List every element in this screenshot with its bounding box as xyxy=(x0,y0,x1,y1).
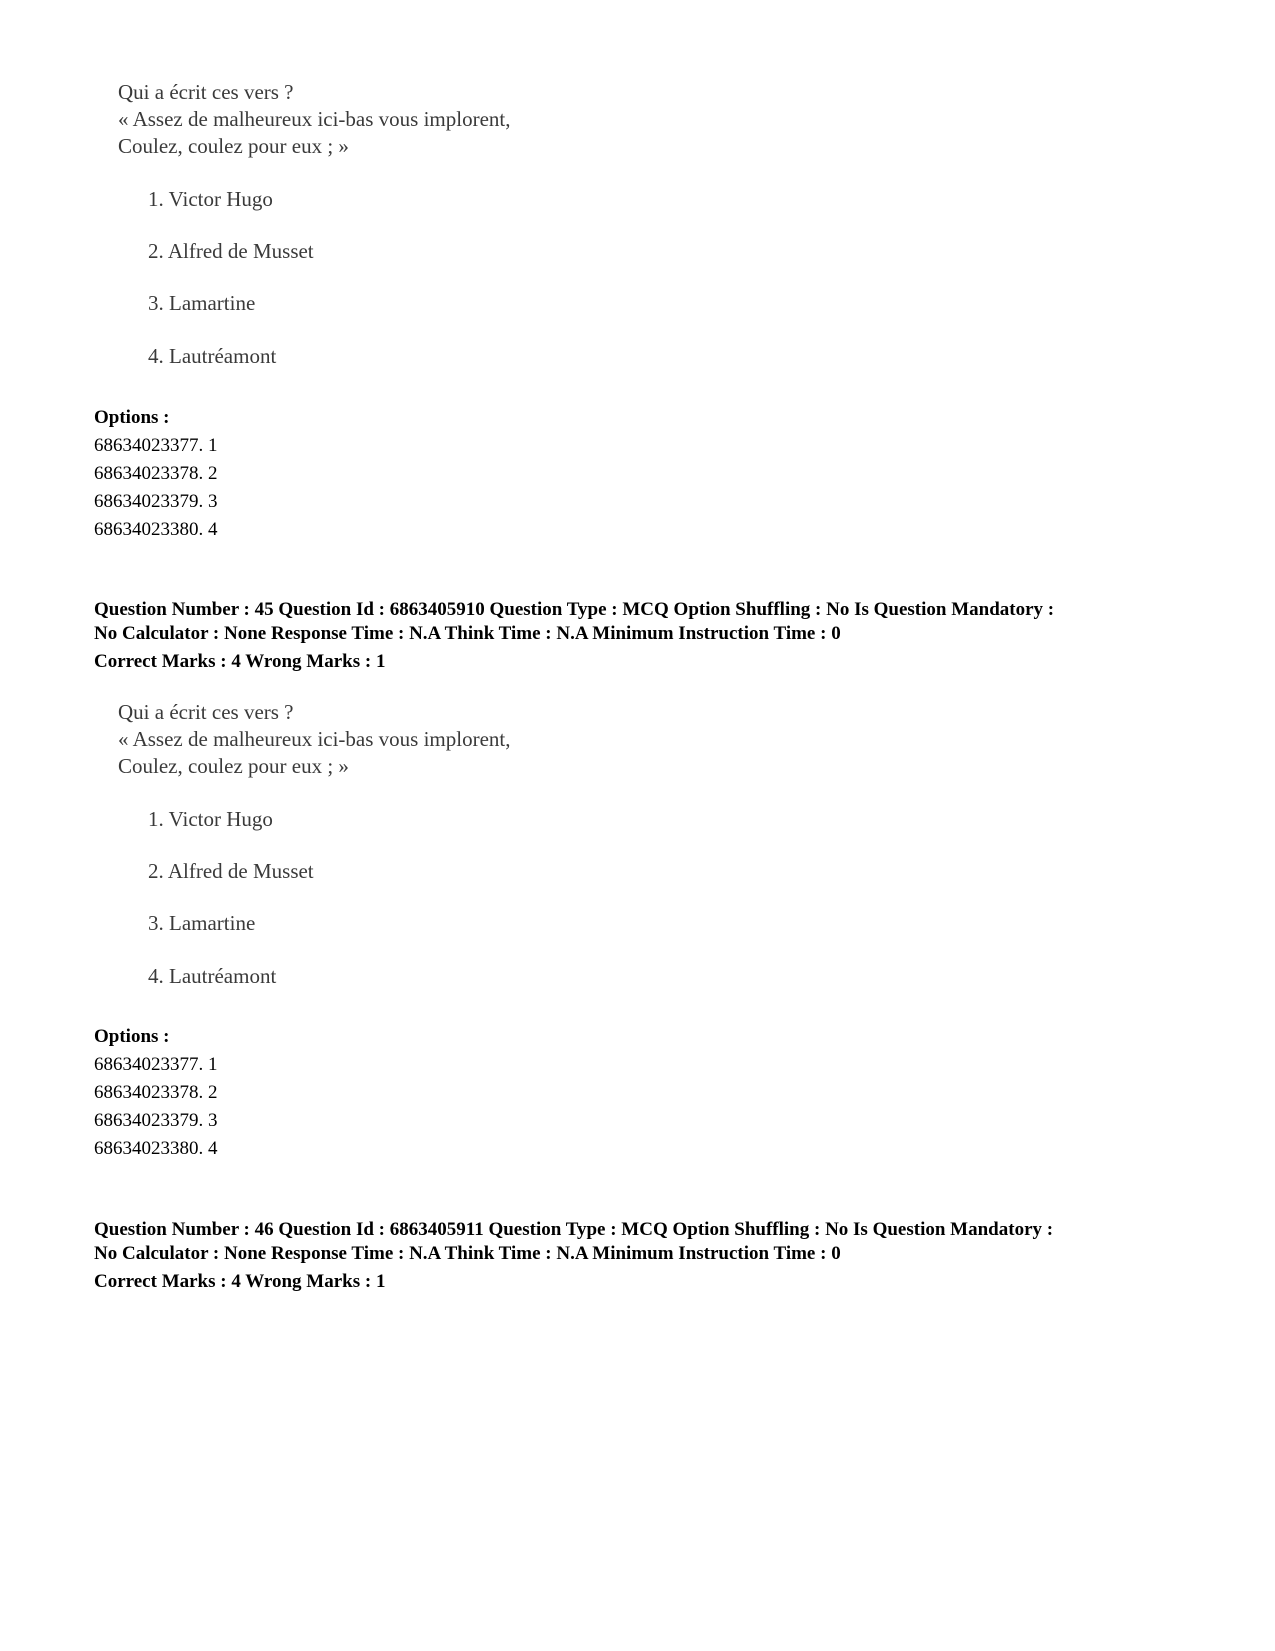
question-image-2 xyxy=(118,698,718,998)
choice-item: 4. Lautréamont xyxy=(148,344,277,368)
options-label: Options : xyxy=(94,407,170,428)
choice-item: 4. Lautréamont xyxy=(148,964,277,988)
question-prompt: Qui a écrit ces vers ? xyxy=(118,700,294,724)
marks-line: Correct Marks : 4 Wrong Marks : 1 xyxy=(94,1271,386,1292)
choice-item: 3. Lamartine xyxy=(148,291,256,315)
choice-item: 2. Alfred de Musset xyxy=(148,859,314,883)
poem-line: « Assez de malheureux ici-bas vous implorent, xyxy=(118,107,511,131)
option-row: 68634023380. 4 xyxy=(94,1138,218,1159)
option-row: 68634023378. 2 xyxy=(94,1082,218,1103)
poem-line: Coulez, coulez pour eux ; » xyxy=(118,134,349,158)
choice-item: 3. Lamartine xyxy=(148,911,256,935)
question-meta-line: No Calculator : None Response Time : N.A Think Time : N.A Minimum Instruction Time : 0 xyxy=(94,1243,841,1264)
question-prompt: Qui a écrit ces vers ? xyxy=(118,80,294,104)
option-row: 68634023377. 1 xyxy=(94,1054,218,1075)
question-meta-line: Question Number : 45 Question Id : 6863405910 Question Type : MCQ Option Shuffling : No Is Question Mandatory : xyxy=(94,599,1055,620)
option-row: 68634023379. 3 xyxy=(94,1110,218,1131)
option-row: 68634023377. 1 xyxy=(94,435,218,456)
question-meta-line: No Calculator : None Response Time : N.A Think Time : N.A Minimum Instruction Time : 0 xyxy=(94,623,841,644)
option-row: 68634023380. 4 xyxy=(94,519,218,540)
question-meta-line: Question Number : 46 Question Id : 6863405911 Question Type : MCQ Option Shuffling : No Is Question Mandatory : xyxy=(94,1219,1054,1240)
marks-line: Correct Marks : 4 Wrong Marks : 1 xyxy=(94,651,386,672)
choice-item: 1. Victor Hugo xyxy=(148,807,273,831)
options-label: Options : xyxy=(94,1026,170,1047)
poem-line: « Assez de malheureux ici-bas vous implorent, xyxy=(118,727,511,751)
question-image-1 xyxy=(118,78,718,378)
option-row: 68634023378. 2 xyxy=(94,463,218,484)
poem-line: Coulez, coulez pour eux ; » xyxy=(118,754,349,778)
choice-item: 1. Victor Hugo xyxy=(148,187,273,211)
choice-item: 2. Alfred de Musset xyxy=(148,239,314,263)
option-row: 68634023379. 3 xyxy=(94,491,218,512)
